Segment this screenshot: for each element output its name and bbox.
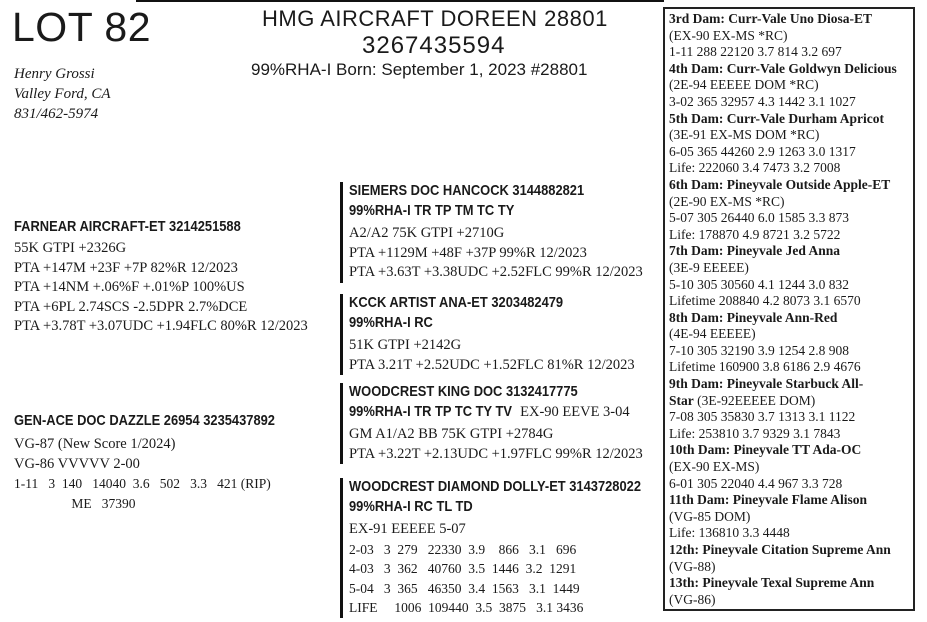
dam-dam-record: LIFE 1006 109440 3.5 3875 3.1 3436 xyxy=(349,600,584,615)
dam-title: 8th Dam: Pineyvale Ann-Red xyxy=(669,309,838,325)
dam-sire-name: WOODCREST KING DOC 3132417775 xyxy=(349,383,578,400)
dam-detail: Life: 222060 3.4 7473 3.2 7008 xyxy=(669,160,841,176)
sire-sire-line: A2/A2 75K GTPI +2710G xyxy=(349,225,505,241)
sire-line: PTA +6PL 2.74SCS -2.5DPR 2.7%DCE xyxy=(14,298,248,315)
dam-dam-record: 4-03 3 362 40760 3.5 1446 3.2 1291 xyxy=(349,561,577,576)
header-rule xyxy=(136,0,664,2)
sire-dam-sub: 99%RHA-I RC xyxy=(349,314,433,331)
dam-sire-line: GM A1/A2 BB 75K GTPI +2784G xyxy=(349,426,554,442)
dam-detail: Lifetime 208840 4.2 8073 3.1 6570 xyxy=(669,293,861,309)
dam-detail: (VG-86) xyxy=(669,591,716,607)
dam-detail: (VG-85 DOM) xyxy=(669,508,751,524)
dam-lineage-box xyxy=(663,7,915,611)
dam-line: VG-86 VVVVV 2-00 xyxy=(14,455,140,472)
dam-detail: 5-10 305 30560 4.1 1244 3.0 832 xyxy=(669,276,849,292)
dam-dam-block xyxy=(340,478,689,618)
dam-detail: 6-05 365 44260 2.9 1263 3.0 1317 xyxy=(669,143,856,159)
dam-detail: 7-10 305 32190 3.9 1254 2.8 908 xyxy=(669,342,849,358)
sire-sire-sub: 99%RHA-I TR TP TM TC TY xyxy=(349,202,515,219)
dam-detail: (2E-90 EX-MS *RC) xyxy=(669,193,785,209)
dam-title: 4th Dam: Curr-Vale Goldwyn Delicious xyxy=(669,60,897,76)
dam-title: 10th Dam: Pineyvale TT Ada-OC xyxy=(669,442,862,458)
sire-sire-line: PTA +3.63T +3.38UDC +2.52FLC 99%R 12/2023 xyxy=(349,264,643,280)
dam-detail: (2E-94 EEEEE DOM *RC) xyxy=(669,77,819,93)
dam-detail: (EX-90 EX-MS) xyxy=(669,459,760,475)
dam-title: 9th Dam: Pineyvale Starbuck All- xyxy=(669,376,864,392)
dam-detail: 3-02 365 32957 4.3 1442 3.1 1027 xyxy=(669,93,856,109)
dam-entry-5 xyxy=(669,111,913,177)
dam-sire-sub-row xyxy=(349,403,643,425)
dam-title: 3rd Dam: Curr-Vale Uno Diosa-ET xyxy=(669,11,872,26)
dam-entry-12 xyxy=(669,542,913,575)
dam-detail: (3E-91 EX-MS DOM *RC) xyxy=(669,127,820,143)
dam-record: ME 37390 xyxy=(14,495,136,511)
sire-name: FARNEAR AIRCRAFT-ET 3214251588 xyxy=(14,218,241,235)
dam-dam-record: 2-03 3 279 22330 3.9 866 3.1 696 xyxy=(349,541,577,557)
sire-block xyxy=(14,218,308,337)
sire-sire-block xyxy=(340,182,643,283)
owner-location: Valley Ford, CA xyxy=(14,86,111,102)
sire-dam-line: 51K GTPI +2142G xyxy=(349,337,462,353)
dam-sire-line: PTA +3.22T +2.13UDC +1.97FLC 99%R 12/2023 xyxy=(349,445,643,462)
dam-name: GEN-ACE DOC DAZZLE 26954 3235437892 xyxy=(14,412,275,429)
sire-dam-name: KCCK ARTIST ANA-ET 3203482479 xyxy=(349,294,564,311)
dam-sire-block xyxy=(340,383,643,464)
dam-sire-classification: EX-90 EEVE 3-04 xyxy=(516,404,630,420)
sire-dam-line: PTA 3.21T +2.52UDC +1.52FLC 81%R 12/2023 xyxy=(349,356,635,373)
dam-title-wrap: Star xyxy=(669,392,694,408)
dam-block xyxy=(14,412,317,513)
dam-detail: (EX-90 EX-MS *RC) xyxy=(669,27,788,43)
dam-entry-10 xyxy=(669,442,913,492)
sire-sire-name: SIEMERS DOC HANCOCK 3144882821 xyxy=(349,182,585,199)
dam-entry-3 xyxy=(669,11,913,61)
registration-number: 3267435594 xyxy=(362,32,506,59)
sire-line: PTA +3.78T +3.07UDC +1.94FLC 80%R 12/2023 xyxy=(14,318,308,334)
dam-dam-record: 5-04 3 365 46350 3.4 1563 3.1 1449 xyxy=(349,580,580,596)
dam-detail: 6-01 305 22040 4.4 967 3.3 728 xyxy=(669,475,843,491)
sire-line: PTA +14NM +.06%F +.01%P 100%US xyxy=(14,279,245,295)
dam-detail: (4E-94 EEEEE) xyxy=(669,326,756,342)
owner-info xyxy=(14,64,111,124)
dam-detail: 5-07 305 26440 6.0 1585 3.3 873 xyxy=(669,210,849,226)
dam-title: 12th: Pineyvale Citation Supreme Ann xyxy=(669,542,891,557)
lot-number: LOT 82 xyxy=(12,4,151,50)
dam-entry-6 xyxy=(669,177,913,243)
dam-title: 5th Dam: Curr-Vale Durham Apricot xyxy=(669,110,884,126)
dam-detail: 7-08 305 35830 3.7 1313 3.1 1122 xyxy=(669,409,856,425)
dam-dam-name: WOODCREST DIAMOND DOLLY-ET 3143728022 xyxy=(349,478,642,495)
dam-entry-7 xyxy=(669,243,913,309)
dam-entry-4 xyxy=(669,61,913,111)
dam-entry-11 xyxy=(669,492,913,542)
dam-title: 6th Dam: Pineyvale Outside Apple-ET xyxy=(669,176,891,192)
sire-line: PTA +147M +23F +7P 82%R 12/2023 xyxy=(14,259,238,276)
dam-entry-9 xyxy=(669,376,913,442)
dam-detail: (3E-92EEEEE DOM) xyxy=(693,392,816,408)
dam-detail: Life: 253810 3.7 9329 3.1 7843 xyxy=(669,425,841,441)
animal-name: HMG AIRCRAFT DOREEN 28801 xyxy=(262,6,608,31)
dam-detail: Life: 136810 3.3 4448 xyxy=(669,525,790,541)
dam-sire-sub: 99%RHA-I TR TP TC TY TV xyxy=(349,403,512,420)
dam-detail: Life: 178870 4.9 8721 3.2 5722 xyxy=(669,226,841,242)
dam-title-continued xyxy=(669,393,913,410)
owner-name: Henry Grossi xyxy=(14,66,95,82)
sire-sire-line: PTA +1129M +48F +37P 99%R 12/2023 xyxy=(349,244,587,261)
dam-record: 1-11 3 140 14040 3.6 502 3.3 421 (RIP) xyxy=(14,476,271,491)
dam-line: VG-87 (New Score 1/2024) xyxy=(14,436,176,452)
dam-detail: (3E-9 EEEEE) xyxy=(669,259,749,275)
sire-dam-block xyxy=(340,294,635,375)
dam-detail: 1-11 288 22120 3.7 814 3.2 697 xyxy=(669,44,842,60)
birth-line: 99%RHA-I Born: September 1, 2023 #28801 xyxy=(251,60,588,79)
dam-title: 7th Dam: Pineyvale Jed Anna xyxy=(669,243,841,259)
dam-title: 13th: Pineyvale Texal Supreme Ann xyxy=(669,575,875,591)
dam-detail: Lifetime 160900 3.8 6186 2.9 4676 xyxy=(669,359,861,375)
dam-entry-8 xyxy=(669,310,913,376)
owner-phone: 831/462-5974 xyxy=(14,106,99,122)
dam-entry-13 xyxy=(669,575,913,608)
dam-dam-sub: 99%RHA-I RC TL TD xyxy=(349,498,473,515)
dam-detail: (VG-88) xyxy=(669,558,716,574)
dam-dam-line: EX-91 EEEEE 5-07 xyxy=(349,521,466,537)
sire-line: 55K GTPI +2326G xyxy=(14,240,127,256)
dam-title: 11th Dam: Pineyvale Flame Alison xyxy=(669,492,867,508)
